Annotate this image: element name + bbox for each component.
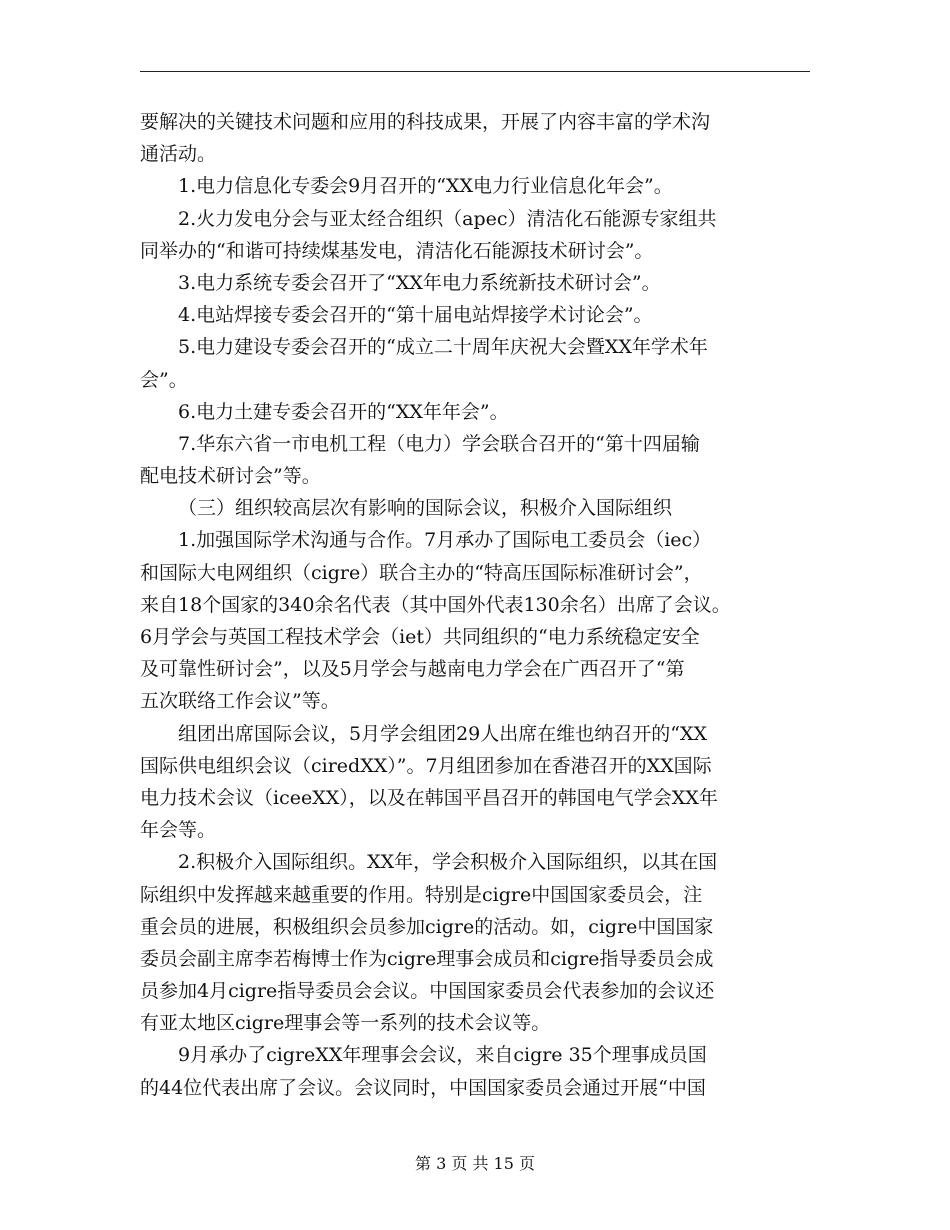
paragraph-start: 组团出席国际会议，5月学会组团29人出席在维也纳召开的“XX — [178, 722, 708, 745]
text-line: 同举办的“和谐可持续煤基发电，清洁化石能源技术研讨会”。 — [140, 239, 654, 262]
list-item: 4.电站焊接专委会召开的“第十届电站焊接学术讨论会”。 — [178, 304, 653, 327]
list-item: 1.电力信息化专委会9月召开的“XX电力行业信息化年会”。 — [178, 175, 673, 198]
text-line: 会”。 — [140, 368, 188, 391]
list-item: 2.火力发电分会与亚太经合组织（apec）清洁化石能源专家组共 — [178, 207, 717, 230]
text-line: 国际供电组织会议（ciredXX）”。7月组团参加在香港召开的XX国际 — [140, 754, 712, 777]
paragraph-start: 9月承办了cigreXX年理事会会议，来自cigre 35个理事成员国 — [178, 1044, 707, 1067]
text-line: 委员会副主席李若梅博士作为cigre理事会成员和cigre指导委员会成 — [140, 947, 714, 970]
paragraph-start: 2.积极介入国际组织。XX年，学会积极介入国际组织，以其在国 — [178, 851, 718, 874]
text-line: 电力技术会议（iceeXX），以及在韩国平昌召开的韩国电气学会XX年 — [140, 786, 718, 809]
paragraph-start: 1.加强国际学术沟通与合作。7月承办了国际电工委员会（iec） — [178, 529, 712, 552]
text-line: 年会等。 — [140, 819, 217, 842]
text-line: 五次联络工作会议”等。 — [140, 690, 340, 713]
text-line: 要解决的关键技术问题和应用的科技成果，开展了内容丰富的学术沟 — [140, 111, 711, 133]
text-line: 员参加4月cigre指导委员会会议。中国国家委员会代表参加的会议还 — [140, 980, 715, 1003]
header-rule — [140, 71, 810, 72]
text-line: 6月学会与英国工程技术学会（iet）共同组织的“电力系统稳定安全 — [140, 626, 700, 648]
page-footer: 第 3 页 共 15 页 — [415, 1154, 535, 1173]
list-item: 6.电力土建专委会召开的“XX年年会”。 — [178, 400, 509, 423]
text-line: 通活动。 — [140, 143, 217, 166]
section-heading: （三）组织较高层次有影响的国际会议，积极介入国际组织 — [178, 497, 673, 520]
text-line: 配电技术研讨会”等。 — [140, 465, 321, 488]
text-line: 来自18个国家的340余名代表（其中国外代表130余名）出席了会议。 — [140, 593, 731, 616]
list-item: 5.电力建设专委会召开的“成立二十周年庆祝大会暨XX年学术年 — [178, 336, 708, 359]
text-line: 及可靠性研讨会”，以及5月学会与越南电力学会在广西召开了“第 — [140, 658, 685, 681]
text-line: 和国际大电网组织（cigre）联合主办的“特高压国际标准研讨会”， — [140, 561, 703, 584]
list-item: 7.华东六省一市电机工程（电力）学会联合召开的“第十四届输 — [178, 432, 700, 455]
document-body — [140, 106, 810, 1104]
text-line: 的44位代表出席了会议。会议同时，中国国家委员会通过开展“中国 — [140, 1076, 706, 1099]
text-line: 际组织中发挥越来越重要的作用。特别是cigre中国国家委员会，注 — [140, 883, 703, 906]
list-item: 3.电力系统专委会召开了“XX年电力系统新技术研讨会”。 — [178, 271, 661, 294]
text-line: 有亚太地区cigre理事会等一系列的技术会议等。 — [140, 1012, 551, 1035]
text-line: 重会员的进展，积极组织会员参加cigre的活动。如，cigre中国国家 — [140, 915, 714, 938]
